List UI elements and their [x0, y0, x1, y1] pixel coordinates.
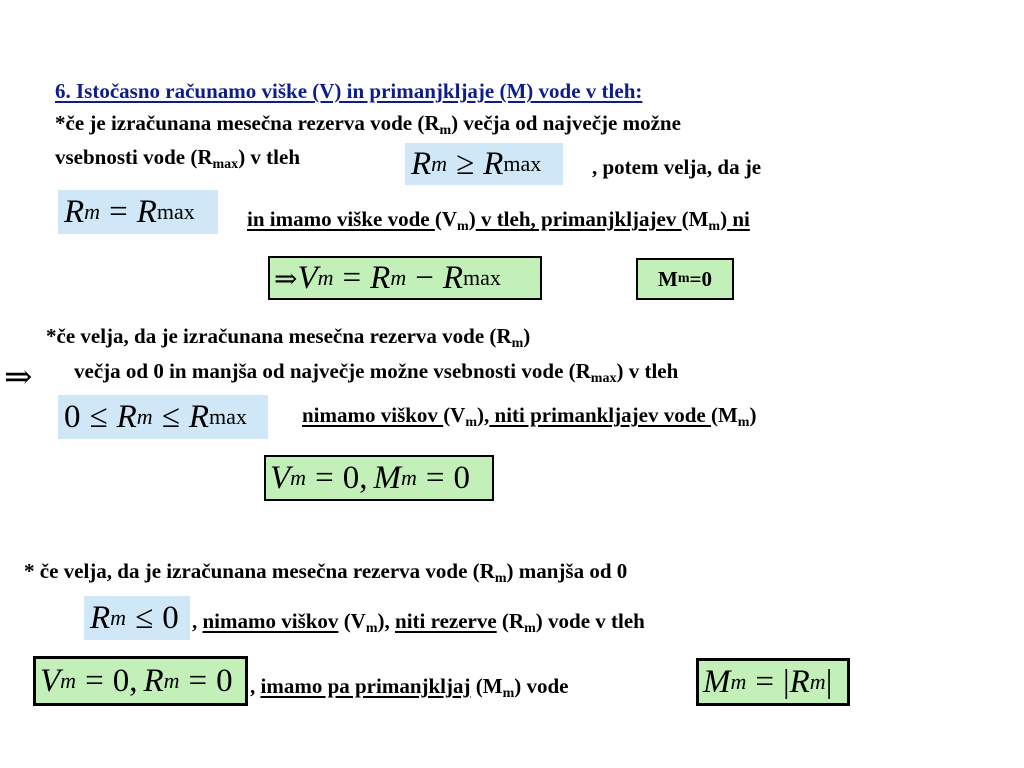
implies-arrow-icon: ⇒ [4, 357, 33, 397]
formula-vm0-rm0: V m = 0, R m = 0 [33, 656, 248, 706]
case3-result2-text: , imamo pa primanjkljaj $(M_m)$ vode [250, 674, 569, 701]
mm-zero-box: M m =0 [636, 258, 734, 300]
case3-line1: * če velja, da je izračunana mesečna rezerva vode $(R_m)$ manjša od 0 [24, 559, 628, 586]
case2-result-text: nimamo viškov $(V_m)$, niti primankljajev vode $(M_m)$ [302, 403, 757, 430]
case1-result-text: in imamo viške vode $(V_m)$ v tleh, primanjkljajev $(M_m)$ ni [247, 207, 750, 234]
case1-line1: *če je izračunana mesečna rezerva vode $(R_m)$ večja od največje možne [55, 111, 681, 138]
formula-0-le-rm-le-rmax: 0 ≤ R m ≤ R max [58, 395, 268, 439]
case1-then-text: , potem velja, da je [592, 155, 762, 179]
formula-rm-le-0: R m ≤ 0 [84, 596, 190, 640]
case1-line2: vsebnosti vode $(R_{max})$ v tleh [55, 145, 301, 172]
formula-vm-eq-rm-minus-rmax: ⇒ V m = R m − R max [268, 256, 542, 300]
formula-rm-ge-rmax: R m ≥ R max [405, 143, 563, 185]
case3-result1-text: , nimamo viškov $(V_m)$, niti rezerve $(R_m)$ vode v tleh [192, 609, 645, 636]
case2-line1: *če velja, da je izračunana mesečna rezerva vode $(R_m)$ [46, 324, 531, 351]
formula-vm0-mm0: V m = 0, M m = 0 [264, 455, 494, 501]
formula-mm-abs-rm: M m = | R m | [696, 658, 850, 706]
case2-line2: večja od 0 in manjša od največje možne vsebnosti vode $(R_{max})$ v tleh [74, 359, 679, 386]
formula-rm-eq-rmax: R m = R max [58, 190, 218, 234]
section-heading: 6. Istočasno računamo viške (V) in primanjkljaje (M) vode v tleh: [55, 79, 643, 103]
